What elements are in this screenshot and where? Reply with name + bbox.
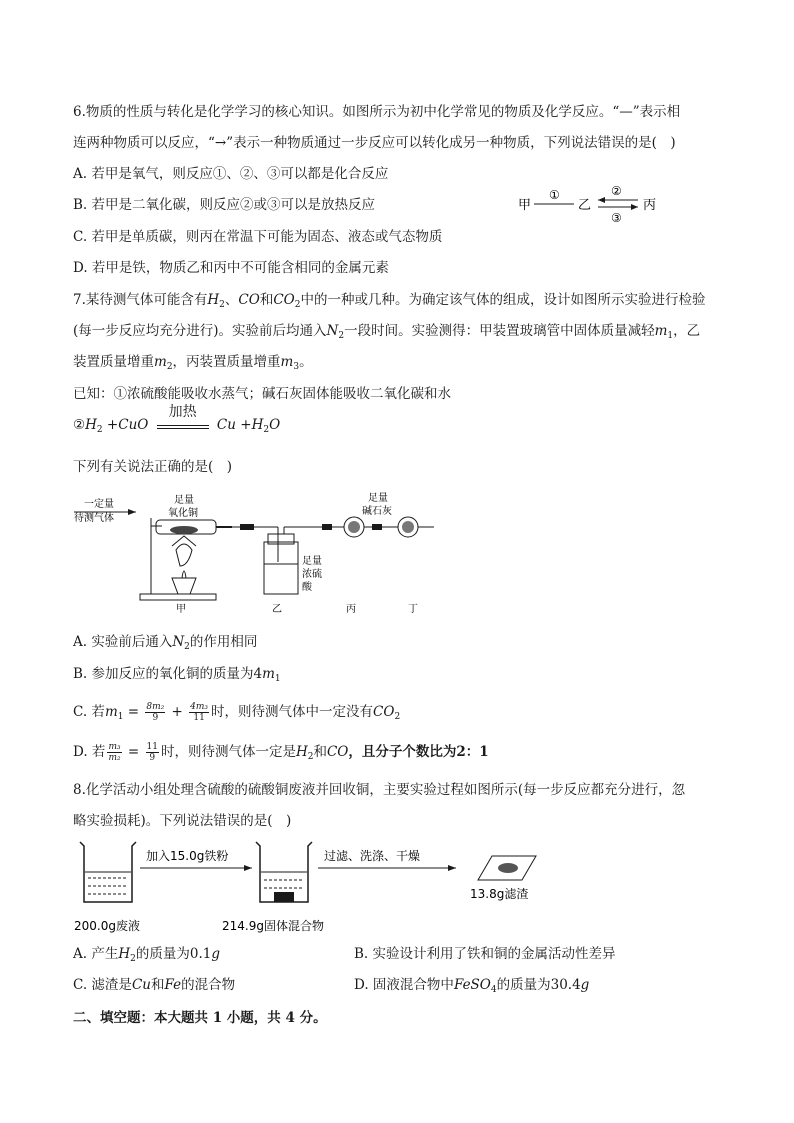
q8-beaker1-label: 200.0g废液 (74, 919, 140, 933)
q6-diagram-r2: ② (611, 184, 622, 198)
svg-text:甲: 甲 (176, 604, 186, 615)
q6-stem-line2: 连两种物质可以反应，“→”表示一种物质通过一步反应可以转化成另一种物质，下列说法错误的是( ) (73, 135, 676, 151)
q6-option-b: B. 若甲是二氧化碳，则反应②或③可以是放热反应 (73, 197, 376, 213)
q8-option-a: A. 产生$H_2$的质量为0.1g (73, 946, 220, 964)
svg-text:足量: 足量 (368, 493, 388, 504)
q6-diagram-jia: 甲 (518, 198, 532, 213)
q6-diagram-r3: ③ (611, 211, 622, 225)
svg-text:酸: 酸 (302, 582, 312, 593)
q7-option-c: C. 若$m_1$ = $\frac{\text{8m₂}}{9}$ + $\frac{\text{4m₃}}{11}$ 时，则待测气体中一定没有$CO_2$ (73, 702, 401, 723)
q8-beaker2-label: 214.9g固体混合物 (222, 919, 324, 933)
q8-step2-label: 过滤、洗涤、干燥 (324, 849, 421, 863)
svg-text:丙: 丙 (346, 604, 356, 615)
svg-text:丁: 丁 (408, 604, 418, 615)
q6-option-c: C. 若甲是单质碳，则丙在常温下可能为固态、液态或气态物质 (73, 229, 443, 245)
svg-text:一定量: 一定量 (84, 499, 114, 510)
q6-diagram-bing: 丙 (643, 198, 657, 213)
q7-option-b: B. 参加反应的氧化铜的质量为$4m_1$ (73, 666, 281, 684)
q8-stem-line1: 8.化学活动小组处理含硫酸的硫酸铜废液并回收铜，主要实验过程如图所示(每一步反应都充分进行，忽 (73, 782, 686, 798)
q7-equation: $②H_2 +CuO$ 加热 $Cu +H_2O$ (73, 404, 281, 435)
q7-option-a: A. 实验前后通入$N_2$的作用相同 (73, 634, 258, 652)
q7-stem-line1: 7.某待测气体可能含有$H_2$、CO和$CO_2$中的一种或几种。为确定该气体的组成，设计如图所示实验进行检验 (73, 292, 706, 310)
q8-residue-label: 13.8g滤渣 (470, 887, 529, 901)
q6-diagram-yi: 乙 (578, 198, 592, 213)
q7-stem-line2: (每一步反应均充分进行)。实验前后均通入$N_2$一段时间。实验测得：甲装置玻璃管中固体质量减轻$m_1$，乙 (73, 323, 701, 341)
q8-option-c: C. 滤渣是Cu和Fe的混合物 (73, 977, 236, 993)
q8-stem-line2: 略实验损耗)。下列说法错误的是( ) (73, 813, 292, 829)
svg-text:足量: 足量 (302, 556, 322, 567)
q7-known-line: 已知：①浓硫酸能吸收水蒸气；碱石灰固体能吸收二氧化碳和水 (73, 386, 451, 402)
svg-text:浓硫: 浓硫 (302, 569, 322, 580)
svg-text:足量: 足量 (174, 495, 194, 506)
q7-option-d: D. 若 $\frac{\text{m₃}}{\text{m₂}}$ = $\frac{11}{9}$ 时，则待测气体一定是$H_2$和CO，且分子个数比为2：1 (73, 742, 489, 763)
svg-text:碱石灰: 碱石灰 (362, 506, 392, 517)
eq-condition: 加热 (168, 404, 197, 420)
q7-prompt: 下列有关说法正确的是( ) (73, 459, 233, 475)
svg-text:氧化铜: 氧化铜 (168, 508, 198, 519)
q6-stem-line1: 6.物质的性质与转化是化学学习的核心知识。如图所示为初中化学常见的物质及化学反应。“—”表示相 (73, 104, 681, 120)
svg-text:乙: 乙 (272, 604, 282, 615)
q6-diagram-r1: ① (549, 188, 560, 202)
section-heading: 二、填空题：本大题共 1 小题，共 4 分。 (73, 1010, 327, 1026)
svg-text:待测气体: 待测气体 (74, 513, 114, 524)
q8-step1-label: 加入15.0g铁粉 (146, 849, 229, 863)
q8-option-d: D. 固液混合物中FeSO$_4$的质量为30.4g (354, 977, 590, 995)
q6-reaction-diagram (516, 182, 666, 226)
q8-process-diagram (72, 836, 552, 936)
q7-stem-line3: 装置质量增重$m_2$，丙装置质量增重$m_3$。 (73, 354, 313, 372)
q7-apparatus-diagram (72, 490, 442, 615)
q6-option-d: D. 若甲是铁，物质乙和丙中不可能含相同的金属元素 (73, 260, 389, 276)
q6-option-a: A. 若甲是氧气，则反应①、②、③可以都是化合反应 (73, 166, 389, 182)
q8-option-b: B. 实验设计利用了铁和铜的金属活动性差异 (354, 946, 616, 962)
